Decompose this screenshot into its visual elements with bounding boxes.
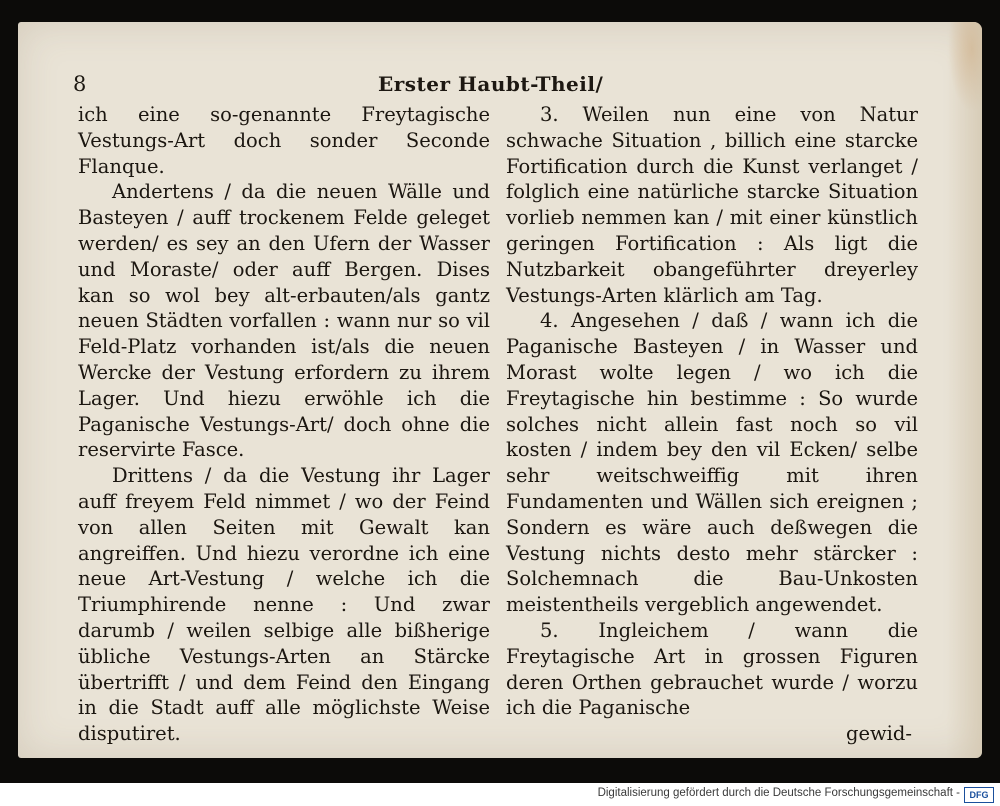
funding-credit: Digitalisierung gefördert durch die Deutsche Forschungsgemeinschaft - (597, 787, 960, 799)
footer-bar (0, 783, 1000, 806)
running-head: Erster Haubt-Theil/ (378, 72, 604, 96)
right-paragraph-5: 5. Ingleichem / wann die Freytagische Art in grossen Figuren deren Orthen gebrauchet wurde / worzu ich die Paganische (506, 618, 918, 720)
book-page (18, 22, 982, 758)
page-number: 8 (73, 72, 87, 96)
left-paragraph-2: Andertens / da die neuen Wälle und Basteyen / auff trockenem Felde geleget werden/ es sey an den Ufern der Wasser und Moraste/ oder auff Bergen. Dises kan so wol bey alt-erbauten/als gantz neuen Städten vorfallen : wann nur so vil Feld-Platz vorhanden ist/als die neuen Wercke der Vestung erfordern zu ihrem Lager. Und hiezu erwöhle ich die Paganische Vestungs-Art/ doch ohne die reservirte Fasce. (78, 180, 490, 462)
left-paragraph-1: ich eine so-genannte Freytagische Vestungs-Art doch sonder Seconde Flanque. (78, 103, 490, 178)
left-column (78, 102, 490, 747)
right-column (506, 102, 918, 747)
catchword: gewid- (845, 722, 912, 746)
left-paragraph-3: Drittens / da die Vestung ihr Lager auff freyem Feld nimmet / wo der Feind von allen Seiten mit Gewalt kan angreiffen. Und hiezu verordne ich eine neue Art-Vestung / welche ich die Triumphirende nenne : Und zwar darumb / weilen selbige alle bißherige übliche Vestungs-Arten an Stärcke übertrifft / und dem Feind den Eingang in die Stadt auff alle möglichste Weise disputiret. (78, 464, 490, 746)
paper-stain (948, 22, 982, 112)
right-paragraph-3: 3. Weilen nun eine von Natur schwache Situation , billich eine starcke Fortification durch die Kunst verlanget / folglich eine natürliche starcke Situation vorlieb nemmen kan / mit einer künstlich geringen Fortification : Als ligt die Nutzbarkeit obangeführter dreyerley Vestungs-Arten klärlich am Tag. (506, 103, 918, 307)
right-paragraph-4: 4. Angesehen / daß / wann ich die Paganische Basteyen / in Wasser und Morast wolte legen / wo ich die Freytagische hin bestimme : So wurde solches nicht allein fast noch so vil kosten / indem bey den vil Ecken/ selbe sehr weitschweiffig mit ihren Fundamenten und Wällen sich ereignen ; Sondern es wäre auch deßwegen die Vestung nichts desto mehr stärcker : Solchemnach die Bau-Unkosten meistentheils vergeblich angewendet. (506, 309, 918, 617)
page-header (18, 72, 982, 102)
dfg-logo-icon: DFG (964, 787, 994, 803)
scan-background (0, 758, 1000, 783)
